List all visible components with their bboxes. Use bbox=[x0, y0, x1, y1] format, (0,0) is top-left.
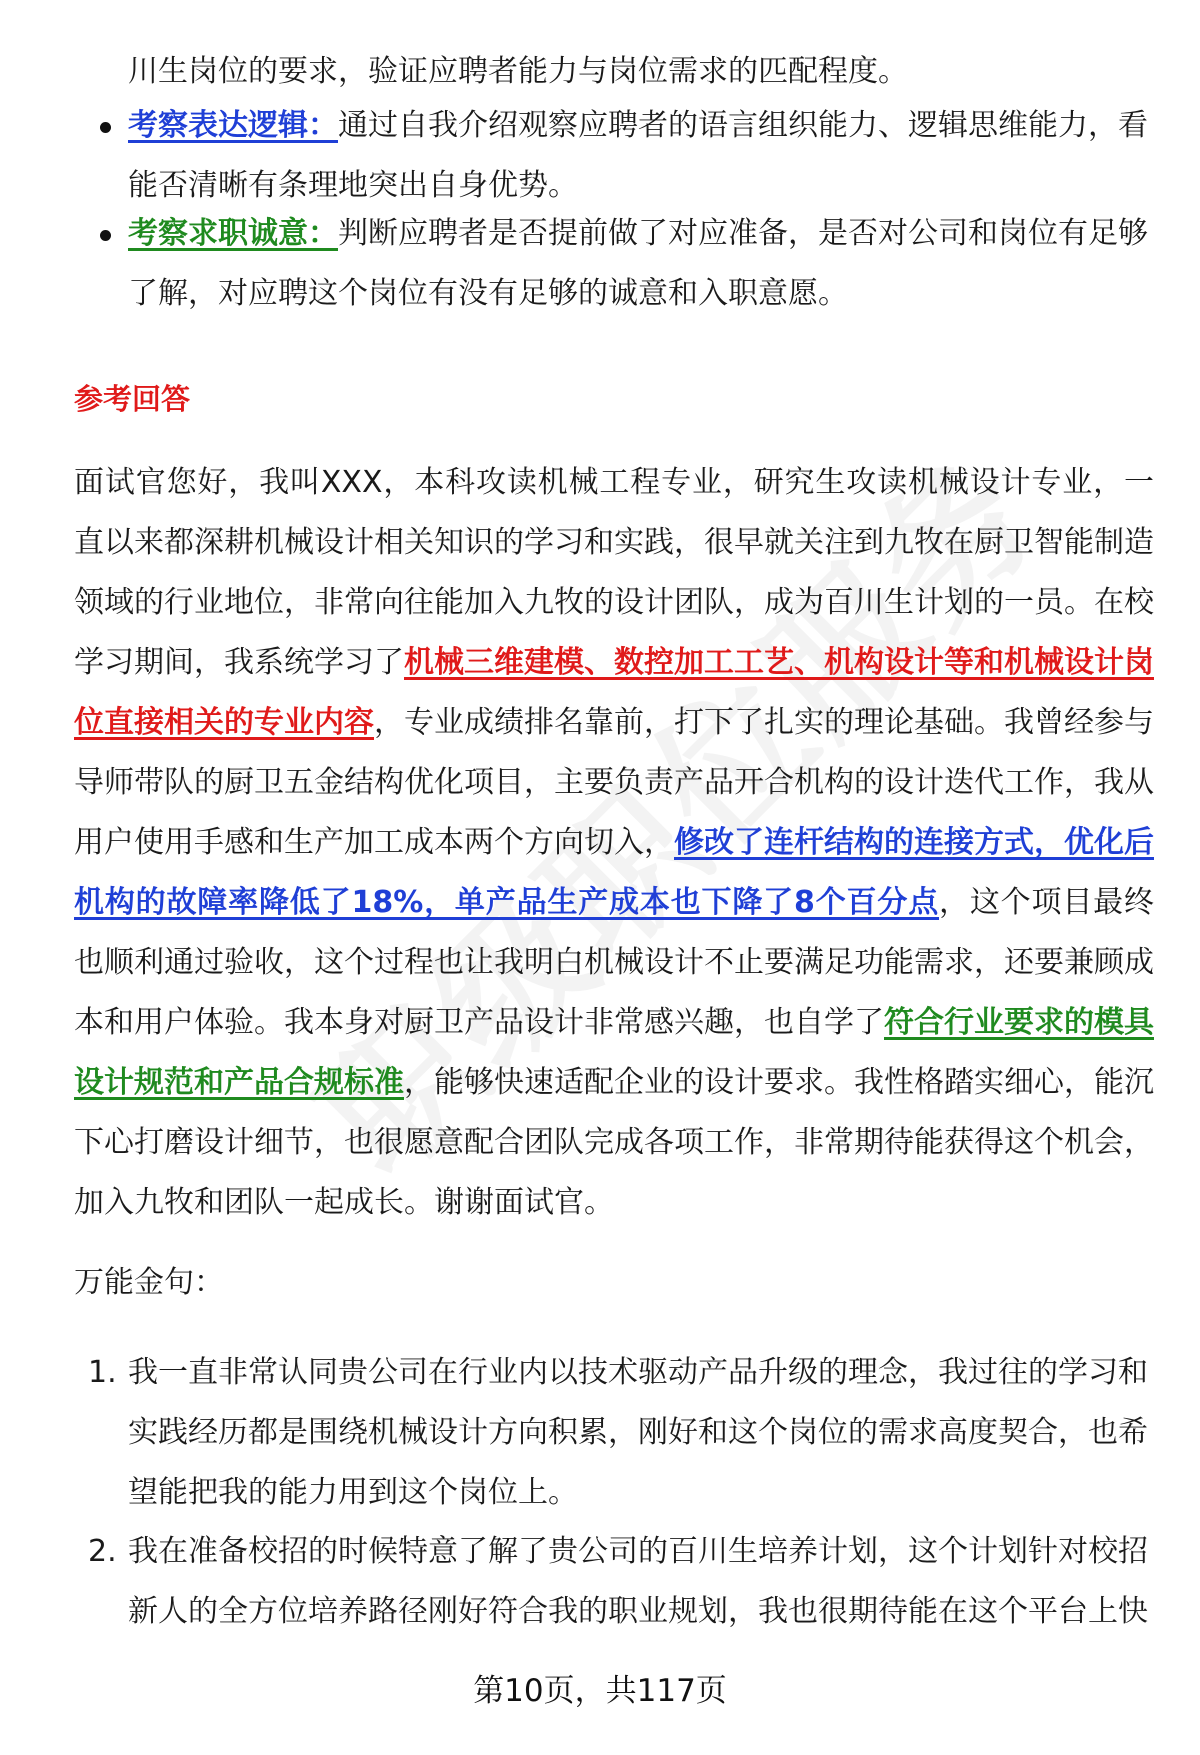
bullet-item-sincerity bbox=[74, 204, 1150, 324]
bullet-dot-icon bbox=[100, 230, 111, 241]
golden-sentence-item bbox=[74, 1522, 1154, 1642]
bullet-item-expression-logic bbox=[74, 96, 1150, 216]
bullet-label-sincerity: 考察求职诚意： bbox=[128, 216, 338, 251]
answer-text-1: 面试官您好，我叫XXX，本科攻读机械工程专业，研究生攻读机械设计专业，一直以来都深耕机械设计相关知识的学习和实践，很早就关注到九牧在厨卫智能制造领域的行业地位，非常向往能加入九牧的设计团队，成为百川生计划的一员。在校学习期间，我系统学习了 bbox=[74, 465, 1154, 680]
golden-sentence-text: 我一直非常认同贵公司在行业内以技术驱动产品升级的理念，我过往的学习和实践经历都是围绕机械设计方向积累，刚好和这个岗位的需求高度契合，也希望能把我的能力用到这个岗位上。 bbox=[128, 1355, 1148, 1510]
answer-highlight-blue: 修改了连杆结构的连接方式，优化后机构的故障率降低了18%，单产品生产成本也下降了8个百分点 bbox=[74, 825, 1154, 920]
answer-text-3: ，这个项目最终也顺利通过验收，这个过程也让我明白机械设计不止要满足功能需求，还要兼顾成本和用户体验。我本身对厨卫产品设计非常感兴趣，也自学了 bbox=[74, 885, 1154, 1040]
answer-text-2: ，专业成绩排名靠前，打下了扎实的理论基础。我曾经参与导师带队的厨卫五金结构优化项目，主要负责产品开合机构的设计迭代工作，我从用户使用手感和生产加工成本两个方向切入， bbox=[74, 705, 1154, 860]
answer-highlight-green: 符合行业要求的模具设计规范和产品合规标准 bbox=[74, 1005, 1154, 1100]
list-number: 1. bbox=[88, 1355, 117, 1390]
bullet-text bbox=[128, 96, 1150, 216]
bullet-label-expression-logic: 考察表达逻辑： bbox=[128, 108, 338, 143]
bullet-body-expression-logic: 通过自我介绍观察应聘者的语言组织能力、逻辑思维能力，看能否清晰有条理地突出自身优势。 bbox=[128, 108, 1148, 203]
bullet-dot-icon bbox=[100, 122, 111, 133]
intro-tail-text: 川生岗位的要求，验证应聘者能力与岗位需求的匹配程度。 bbox=[128, 54, 908, 89]
bullet-body-sincerity: 判断应聘者是否提前做了对应准备，是否对公司和岗位有足够了解，对应聘这个岗位有没有足够的诚意和入职意愿。 bbox=[128, 216, 1148, 311]
answer-highlight-red: 机械三维建模、数控加工工艺、机构设计等和机械设计岗位直接相关的专业内容 bbox=[74, 645, 1154, 740]
bullet-text bbox=[128, 204, 1150, 324]
golden-sentences-title: 万能金句： bbox=[74, 1265, 224, 1300]
reference-answer-paragraph bbox=[74, 453, 1154, 1233]
reference-answer-title: 参考回答 bbox=[74, 382, 191, 416]
list-number: 2. bbox=[88, 1534, 117, 1569]
golden-sentence-text: 我在准备校招的时候特意了解了贵公司的百川生培养计划，这个计划针对校招新人的全方位培养路径刚好符合我的职业规划，我也很期待能在这个平台上快 bbox=[128, 1534, 1148, 1629]
answer-text-4: ，能够快速适配企业的设计要求。我性格踏实细心，能沉下心打磨设计细节，也很愿意配合团队完成各项工作，非常期待能获得这个机会，加入九牧和团队一起成长。谢谢面试官。 bbox=[74, 1065, 1154, 1220]
page-number-footer: 第10页，共117页 bbox=[473, 1673, 727, 1709]
golden-sentence-item bbox=[74, 1343, 1154, 1523]
